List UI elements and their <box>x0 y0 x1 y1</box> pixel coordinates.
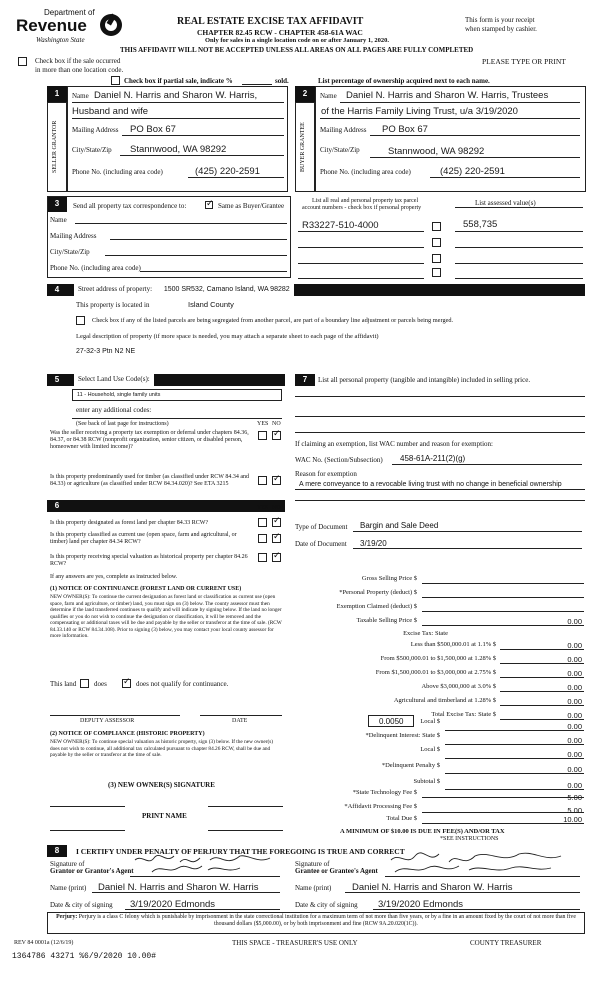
treasurer-only: THIS SPACE - TREASURER'S USE ONLY <box>232 939 358 947</box>
s7-wac-label: WAC No. (Section/Subsection) <box>295 456 383 464</box>
s7-doc-type-label: Type of Document <box>295 523 348 531</box>
delinq-local-label: Local $ <box>420 746 440 753</box>
t5-label: Agricultural and timberland at 1.28% $ <box>393 697 496 704</box>
s4-located-label: This property is located in <box>76 301 150 309</box>
s2-phone[interactable]: (425) 220-2591 <box>440 166 505 177</box>
s6-notice1-title: (1) NOTICE OF CONTINUANCE (FOREST LAND OR CURRENT USE) <box>50 586 242 592</box>
proc-label: *Affidavit Processing Fee $ <box>344 803 417 810</box>
s1-name-label: Name <box>72 92 89 100</box>
s8-sig-grantee-2: Grantee or Grantee's Agent <box>295 867 378 875</box>
s7-reason-label: Reason for exemption <box>295 470 357 478</box>
t1-value[interactable]: 0.00 <box>567 641 582 650</box>
county-treasurer: COUNTY TREASURER <box>470 939 542 947</box>
total-label: Total Due $ <box>386 815 417 822</box>
s8-grantee-date[interactable]: 3/19/2020 Edmonds <box>378 899 464 910</box>
dor-logo-mark <box>100 14 122 36</box>
t3-value[interactable]: 0.00 <box>567 669 582 678</box>
s2-name[interactable]: Daniel N. Harris and Sharon W. Harris, Trustees <box>346 90 549 101</box>
cashier-stamp: 1364786 43271 %6/9/2020 10.00# <box>12 952 157 961</box>
s5-q2-yes[interactable] <box>258 476 267 485</box>
s8-sig-grantor-1: Signature of <box>50 860 85 868</box>
s6-instr: If any answers are yes, complete as instructed below. <box>50 574 178 580</box>
total-state-value[interactable]: 0.00 <box>567 711 582 720</box>
seller-grantor-label: SELLER GRANTOR <box>52 120 58 174</box>
dept-line1: Department of <box>44 8 95 17</box>
state-header: Excise Tax: State <box>403 630 448 637</box>
s5-q2-no[interactable] <box>272 476 281 485</box>
section-4-badge: 4 <box>47 284 67 296</box>
s2-name2[interactable]: of the Harris Family Living Trust, u/a 3/19/2020 <box>321 106 518 117</box>
same-as-buyer-checkbox[interactable] <box>205 201 213 209</box>
s4-legal[interactable]: 27-32-3 Ptn N2 NE <box>76 348 136 355</box>
s6-does: does <box>94 680 107 688</box>
see-instructions: *SEE INSTRUCTIONS <box>440 836 499 842</box>
s8-grantor-name[interactable]: Daniel N. Harris and Sharon W. Harris <box>98 882 259 893</box>
t1-label: Less than $500,000.01 at 1.1% $ <box>410 641 496 648</box>
s6-q2: Is this property classified as current use (open space, farm and agricultural, or timber) land per chapter 84.34 RCW? <box>50 532 237 545</box>
s2-city-label: City/State/Zip <box>320 146 360 154</box>
s5-no: NO <box>272 421 281 427</box>
s8-grantee-name-label: Name (print) <box>295 884 332 892</box>
s6-does-not: does not qualify for continuance. <box>136 680 229 688</box>
s6-does-checkbox[interactable] <box>80 679 89 688</box>
s4-street-label: Street address of property: 1500 SR532, Camano Island, WA 98282 <box>74 284 294 296</box>
assessed-value[interactable]: 558,735 <box>463 219 498 230</box>
s2-mailing[interactable]: PO Box 67 <box>382 124 428 135</box>
s6-new-owner-sig: (3) NEW OWNER(S) SIGNATURE <box>108 781 215 789</box>
s6-q3: Is this property receiving special valuation as historical property per chapter 84.26 RCW? <box>50 554 248 567</box>
t2-value[interactable]: 0.00 <box>567 655 582 664</box>
s5-see-back: (See back of last page for instructions) <box>76 421 169 427</box>
s6-date: DATE <box>232 718 248 724</box>
s8-sig-grantor-2: Grantor or Grantor's Agent <box>50 867 134 875</box>
gross-label: Gross Selling Price $ <box>361 575 417 582</box>
receipt-note-1: This form is your receipt <box>465 16 535 24</box>
parcel-number[interactable]: R33227-510-4000 <box>302 220 379 231</box>
s8-grantor-name-label: Name (print) <box>50 884 87 892</box>
section-2-badge: 2 <box>295 86 315 102</box>
parcel-personal-checkbox-4[interactable] <box>432 268 441 277</box>
s3-send-label: Send all property tax correspondence to: <box>73 202 187 210</box>
total-value[interactable]: 10.00 <box>563 815 582 824</box>
assessed-header: List assessed value(s) <box>475 199 536 207</box>
partial-sale-percent[interactable] <box>242 84 272 85</box>
personal-label: *Personal Property (deduct) $ <box>339 589 417 596</box>
s7-doc-date-label: Date of Document <box>295 540 347 548</box>
s1-phone-label: Phone No. (including area code) <box>72 168 163 176</box>
s1-mailing[interactable]: PO Box 67 <box>130 124 176 135</box>
land-use-code: 11 - Household, single family units <box>77 392 161 398</box>
s3-same-label: Same as Buyer/Grantee <box>218 202 285 210</box>
s8-perjury-text: Perjury is a class C felony which is punishable by imprisonment in the state correctional institution for a maximum term of not more than five years, or by a fine in an amount fixed by the court of not more than five thousand dollars ($5,000.00), or by both imprisonment and fine (RCW 9A.20.020(1C)). <box>78 914 576 927</box>
s6-q1-no[interactable] <box>272 518 281 527</box>
s2-mailing-label: Mailing Address <box>320 126 367 134</box>
s1-name[interactable]: Daniel N. Harris and Sharon W. Harris, <box>94 90 258 101</box>
s1-phone[interactable]: (425) 220-2591 <box>195 166 260 177</box>
section-8-badge: 8 <box>47 845 67 857</box>
section-3-badge: 3 <box>47 196 67 212</box>
s4-segregated: Check box if any of the listed parcels are being segregated from another parcel, are part of a boundary line adjustment or parcels being merged. <box>92 317 454 324</box>
receipt-note-2: when stamped by cashier. <box>465 25 537 33</box>
section-5-bar <box>47 374 285 386</box>
s8-perjury-label: Perjury: <box>56 914 78 920</box>
subtotal-value[interactable]: 0.00 <box>567 781 582 790</box>
exemption-label: Exemption Claimed (deduct) $ <box>336 603 417 610</box>
grantor-signature[interactable] <box>130 852 280 876</box>
grantee-signature-svg <box>385 850 580 876</box>
s6-q1: Is this property designated as forest land per chapter 84.33 RCW? <box>50 520 209 526</box>
s6-q2-yes[interactable] <box>258 534 267 543</box>
local-rate: 0.0050 <box>379 717 404 726</box>
s7-doc-date[interactable]: 3/19/20 <box>360 539 387 548</box>
s7-title: List all personal property (tangible and intangible) included in selling price. <box>318 376 531 384</box>
print-note: PLEASE TYPE OR PRINT <box>482 57 566 66</box>
t2-label: From $500,000.01 to $1,500,000 at 1.28% $ <box>380 655 496 662</box>
penalty-value[interactable]: 0.00 <box>567 765 582 774</box>
dept-line3: Washington State <box>36 36 85 44</box>
multi-loc-1: Check box if the sale occurred <box>35 57 121 65</box>
s5-title: Select Land Use Code(s): <box>74 374 154 386</box>
s1-city-label: City/State/Zip <box>72 146 112 154</box>
s8-grantee-name[interactable]: Daniel N. Harris and Sharon W. Harris <box>352 882 513 893</box>
s6-q1-yes[interactable] <box>258 518 267 527</box>
s2-name-label: Name <box>320 92 337 100</box>
form-subtitle2: Only for sales in a single location code on or after January 1, 2020. <box>205 37 389 44</box>
multi-loc-2: in more than one location code. <box>35 66 124 74</box>
partial-sale-label: Check box if partial sale, indicate % <box>124 77 233 85</box>
parcel-personal-checkbox-1[interactable] <box>432 222 441 231</box>
local-label: Local $ <box>420 718 440 725</box>
t3-label: From $1,500,000.01 to $3,000,000 at 2.75% $ <box>375 669 496 676</box>
segregated-checkbox[interactable] <box>76 316 85 325</box>
dept-line2: Revenue <box>16 16 87 35</box>
s5-additional: enter any additional codes: <box>76 406 152 414</box>
s6-q3-no[interactable] <box>272 553 281 562</box>
s7-reason[interactable]: A mere conveyance to a revocable living trust with no change in beneficial ownership <box>299 481 562 488</box>
s5-q2: Is this property predominantly used for timber (as classified under RCW 84.34 and 84.33) or agriculture (as classified under RCW 84.34.020)? See ETA 3215 <box>50 474 250 487</box>
s6-q2-no[interactable] <box>272 534 281 543</box>
s6-this-land: This land <box>50 680 77 688</box>
section-7-bar <box>295 374 315 386</box>
t5-value[interactable]: 0.00 <box>567 697 582 706</box>
s6-yes: YES <box>257 505 269 511</box>
s5-q1-yes[interactable] <box>258 431 267 440</box>
s8-grantor-date[interactable]: 3/19/2020 Edmonds <box>130 899 216 910</box>
section-6-bar <box>47 500 285 512</box>
tech-value[interactable]: 5.00 <box>567 793 582 802</box>
s5-yes: YES <box>257 421 269 427</box>
section-5-badge: 5 <box>47 374 67 386</box>
tech-label: *State Technology Fee $ <box>352 789 417 796</box>
s6-deputy: DEPUTY ASSESSOR <box>80 718 135 724</box>
s3-city-label: City/State/Zip <box>50 248 90 256</box>
s4-street[interactable]: 1500 SR532, Camano Island, WA 98282 <box>163 286 290 293</box>
parcel-personal-checkbox-3[interactable] <box>432 254 441 263</box>
grantee-signature[interactable] <box>385 850 580 876</box>
s6-notice2-title: (2) NOTICE OF COMPLIANCE (HISTORIC PROPERTY) <box>50 731 205 737</box>
buyer-grantee-label: BUYER GRANTEE <box>300 122 306 172</box>
s5-q1-no[interactable] <box>272 431 281 440</box>
subtotal-label: Subtotal $ <box>413 778 440 785</box>
penalty-label: *Delinquent Penalty $ <box>381 762 440 769</box>
delinq-local-value[interactable]: 0.00 <box>567 750 582 759</box>
local-value[interactable]: 0.00 <box>567 722 582 731</box>
delinq-state-value[interactable]: 0.00 <box>567 736 582 745</box>
proc-value[interactable]: 5.00 <box>567 806 582 815</box>
s6-no: NO <box>272 505 281 511</box>
sold-label: sold. <box>275 77 289 85</box>
s7-wac[interactable]: 458-61A-211(2)(g) <box>400 454 466 463</box>
partial-sale-checkbox[interactable] <box>111 76 120 85</box>
s7-exempt-label: If claiming an exemption, list WAC number and reason for exemption: <box>295 440 493 448</box>
local-rate-box[interactable] <box>368 715 414 727</box>
s8-grantor-date-label: Date & city of signing <box>50 901 113 909</box>
s5-q1: Was the seller receiving a property tax exemption or deferral under chapters 84.36, 84.37, or 84.38 RCW (nonprofit organization, senior citizen, or disabled person, homeowner with limited income)? <box>50 430 249 450</box>
s6-notice2-body: NEW OWNER(S): To continue special valuation as historic property, sign (3) below. If the new owner(s) does not wish to continue, all additional tax calculated pursuant to chapter 84.26 RCW, shall be due and payable by the seller or transferor at the time of sale. <box>50 739 274 758</box>
land-use-code-field[interactable] <box>72 389 282 401</box>
s6-does-not-checkbox[interactable] <box>122 679 131 688</box>
ownership-note: List percentage of ownership acquired next to each name. <box>318 77 490 85</box>
s3-phone-label: Phone No. (including area code) <box>50 264 141 272</box>
s8-perjury <box>52 914 580 928</box>
s6-q3-yes[interactable] <box>258 553 267 562</box>
s4-legal-label: Legal description of property (if more space is needed, you may attach a separate sheet to each page of the affidavit) <box>76 333 379 340</box>
s8-sig-grantee-1: Signature of <box>295 860 330 868</box>
warning-banner: THIS AFFIDAVIT WILL NOT BE ACCEPTED UNLESS ALL AREAS ON ALL PAGES ARE FULLY COMPLETED <box>120 46 474 54</box>
section-1-badge: 1 <box>47 86 67 102</box>
t4-value[interactable]: 0.00 <box>567 683 582 692</box>
s2-city[interactable]: Stannwood, WA 98292 <box>388 146 485 157</box>
parcel-header-2: account numbers - check box if personal property <box>302 205 422 211</box>
minimum-note: A MINIMUM OF $10.00 IS DUE IN FEE(S) AND/OR TAX <box>340 828 505 835</box>
section-8-bar <box>47 845 67 857</box>
section-6-badge: 6 <box>47 500 67 512</box>
form-subtitle: CHAPTER 82.45 RCW - CHAPTER 458-61A WAC <box>197 28 363 37</box>
s3-name-label: Name <box>50 216 67 224</box>
t4-label: Above $3,000,000 at 3.0% $ <box>421 683 496 690</box>
grantor-signature-svg <box>130 852 280 876</box>
s1-mailing-label: Mailing Address <box>72 126 119 134</box>
taxable-value[interactable]: 0.00 <box>567 617 582 626</box>
delinq-state-label: *Delinquent Interest: State $ <box>365 732 440 739</box>
multi-location-checkbox[interactable] <box>18 57 27 66</box>
s8-grantee-date-label: Date & city of signing <box>295 901 358 909</box>
s1-name2[interactable]: Husband and wife <box>72 106 149 117</box>
s6-notice1-body: NEW OWNER(S): To continue the current designation as forest land or classification as current use (open space, farm and agriculture, or timber) land, you must sign on (3) below. The county assessor must then determine if the land transferred continues to qualify and will indicate by signing below. If the land no longer qualifies or you do not wish to continue the designation or classification, it will be removed and the compensating or additional taxes will be due and payable by the seller or transferor at the time of sale. (RCW 84.33.140 or RCW 84.34.108). Prior to signing (3) below, you may contact your local county assessor for more information. <box>50 594 282 639</box>
section-4-bar <box>47 284 585 296</box>
s1-city[interactable]: Stannwood, WA 98292 <box>130 144 227 155</box>
form-number: REV 84 0001a (12/6/19) <box>14 940 74 946</box>
s4-county[interactable]: Island County <box>188 300 234 309</box>
s6-print-name: PRINT NAME <box>142 812 187 820</box>
parcel-header-1: List all real and personal property tax parcel <box>312 198 419 204</box>
parcel-personal-checkbox-2[interactable] <box>432 238 441 247</box>
section-7-badge: 7 <box>295 374 315 386</box>
s2-phone-label: Phone No. (including area code) <box>320 168 411 176</box>
total-state-label: Total Excise Tax: State $ <box>431 711 496 718</box>
s3-mailing-label: Mailing Address <box>50 232 97 240</box>
taxable-label: Taxable Selling Price $ <box>356 617 417 624</box>
s8-certify: I CERTIFY UNDER PENALTY OF PERJURY THAT THE FOREGOING IS TRUE AND CORRECT <box>76 847 405 856</box>
s7-doc-type[interactable]: Bargin and Sale Deed <box>360 521 439 530</box>
form-title: REAL ESTATE EXCISE TAX AFFIDAVIT <box>177 16 364 27</box>
